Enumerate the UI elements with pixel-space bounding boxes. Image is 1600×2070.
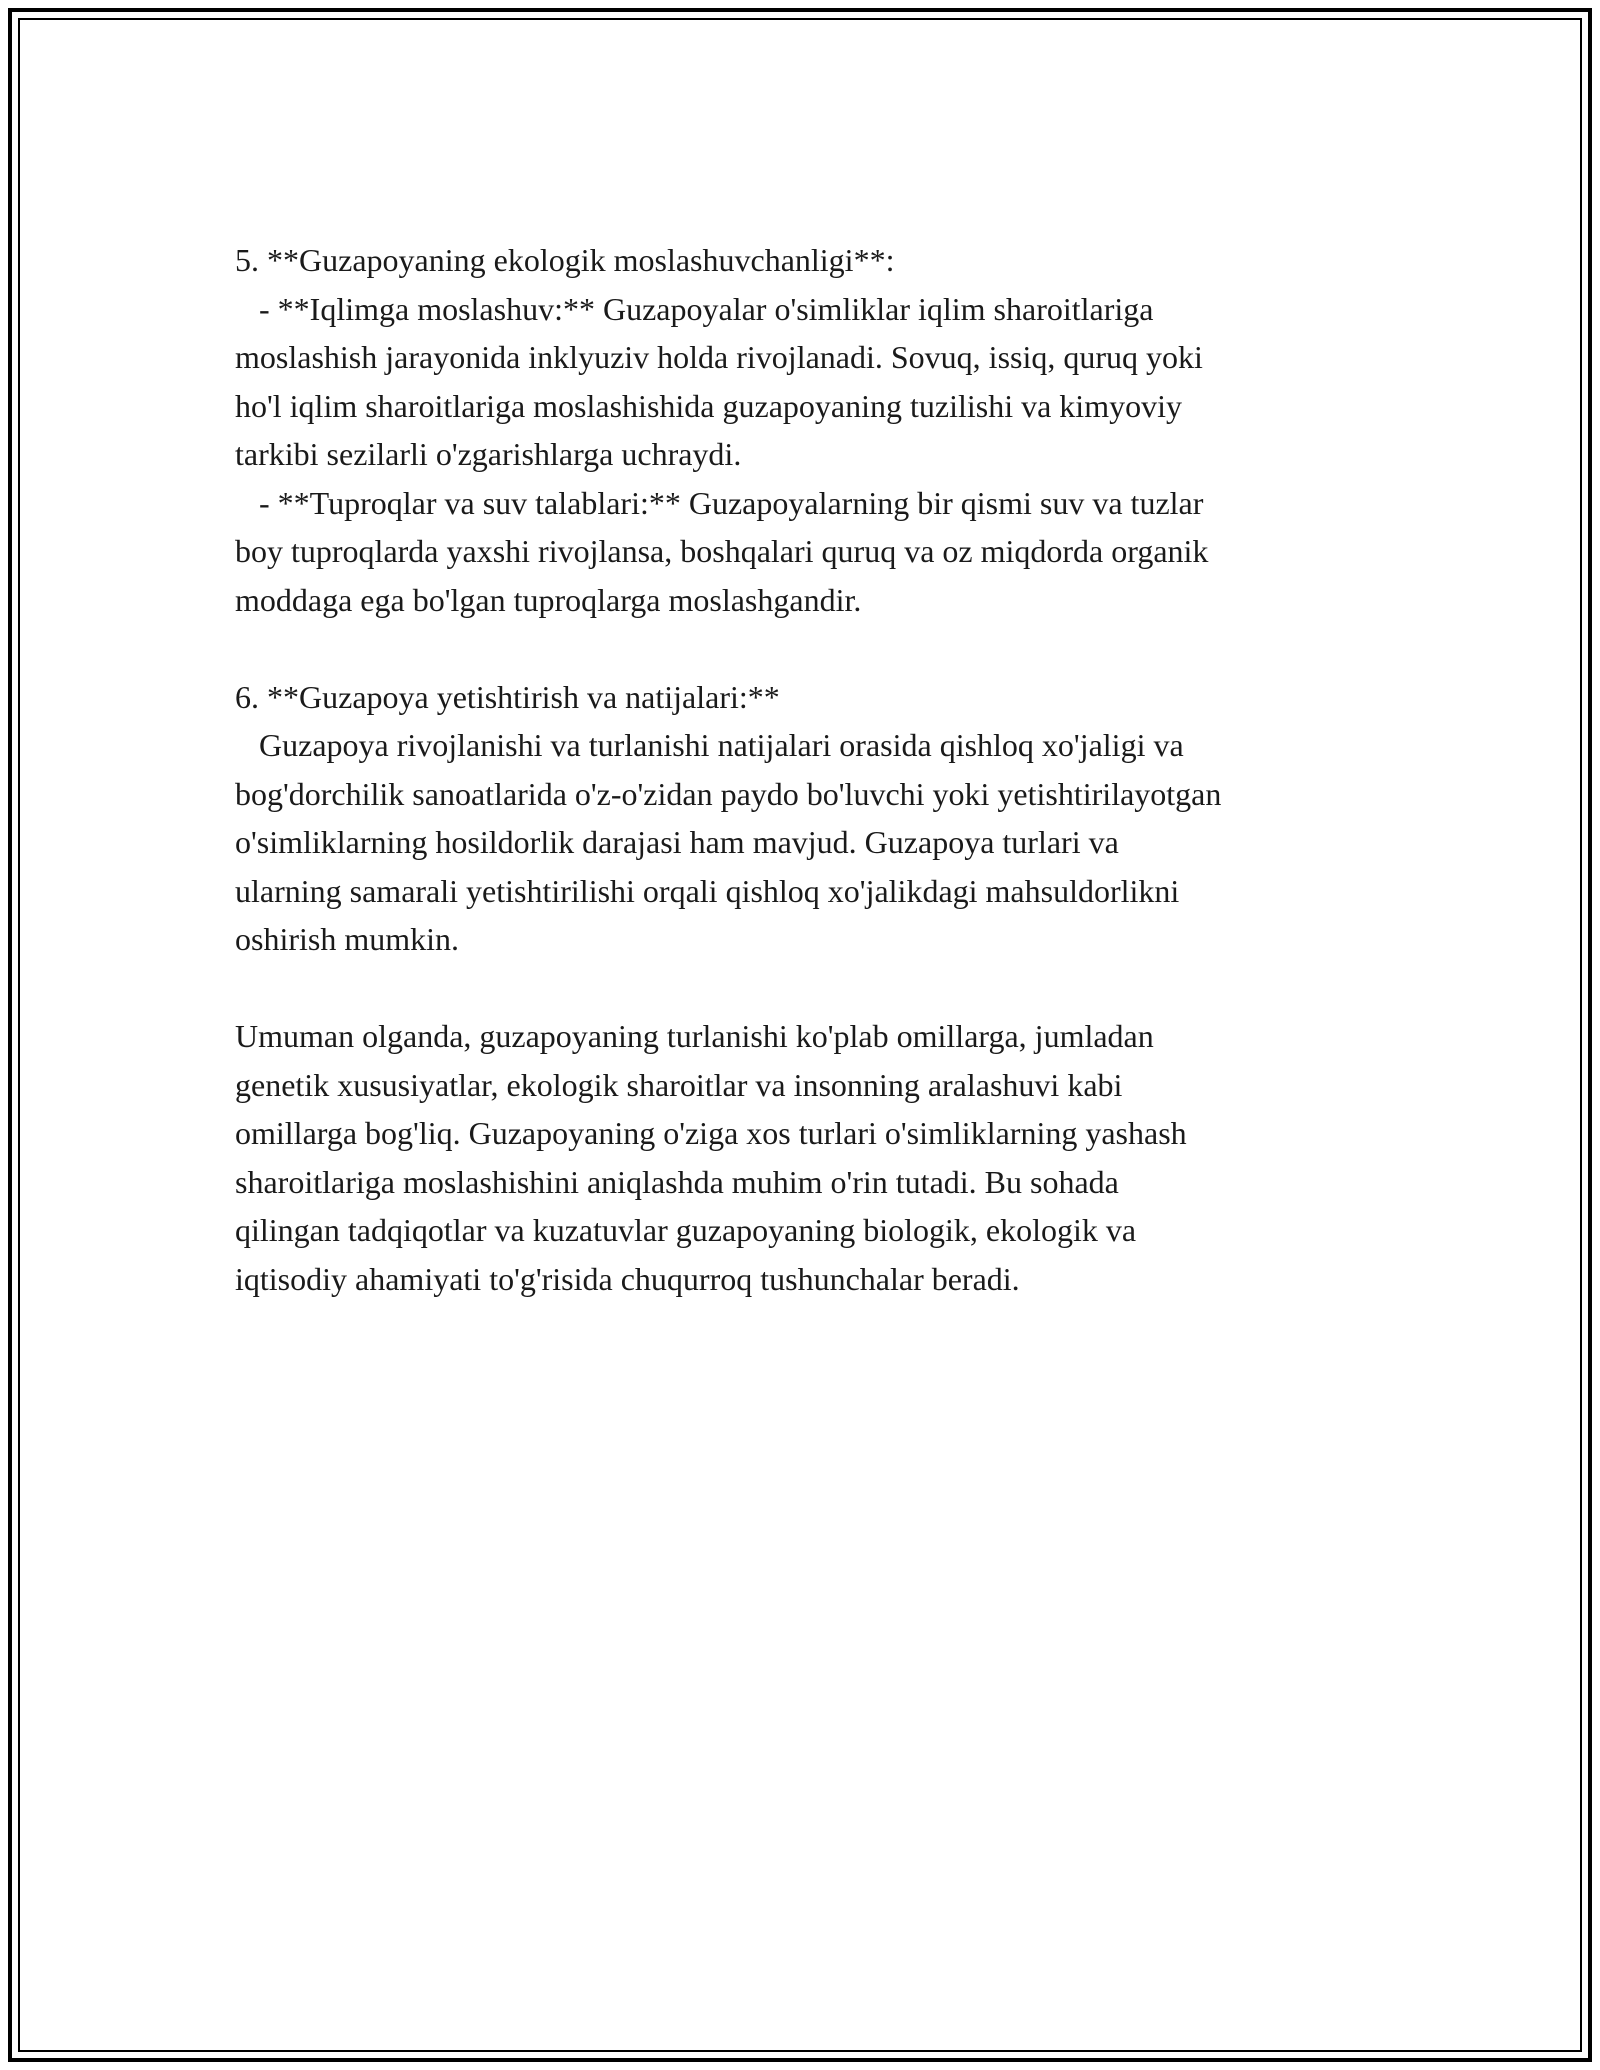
text-line: bog'dorchilik sanoatlarida o'z-o'zidan paydo bo'luvchi yoki yetishtirilayotgan bbox=[235, 775, 1222, 812]
text-line: ho'l iqlim sharoitlariga moslashishida guzapoyaning tuzilishi va kimyoviy bbox=[235, 387, 1182, 424]
blank-line bbox=[235, 964, 1385, 1013]
document-body bbox=[235, 236, 1385, 1303]
text-line: - **Tuproqlar va suv talablari:** Guzapoyalarning bir qismi suv va tuzlar bbox=[235, 484, 1204, 521]
text-line: Guzapoya rivojlanishi va turlanishi natijalari orasida qishloq xo'jaligi va bbox=[235, 727, 1184, 763]
text-line: boy tuproqlarda yaxshi rivojlansa, boshqalari quruq va oz miqdorda organik bbox=[235, 533, 1209, 569]
blank-line bbox=[235, 624, 1385, 673]
conclusion-line: omillarga bog'liq. Guzapoyaning o'ziga xos turlari o'simliklarning yashash bbox=[235, 1115, 1187, 1151]
text-line: moslashish jarayonida inklyuziv holda rivojlanadi. Sovuq, issiq, quruq yoki bbox=[235, 339, 1203, 375]
section-6-heading: 6. **Guzapoya yetishtirish va natijalari:** bbox=[235, 678, 780, 715]
text-line: moddaga ega bo'lgan tuproqlarga moslashgandir. bbox=[235, 581, 862, 618]
conclusion-line: qilingan tadqiqotlar va kuzatuvlar guzapoyaning biologik, ekologik va bbox=[235, 1212, 1137, 1248]
section-5-heading: 5. **Guzapoyaning ekologik moslashuvchanligi**: bbox=[235, 242, 895, 278]
text-line: - **Iqlimga moslashuv:** Guzapoyalar o'simliklar iqlim sharoitlariga bbox=[235, 290, 1154, 327]
conclusion-line: Umuman olganda, guzapoyaning turlanishi ko'plab omillarga, jumladan bbox=[235, 1018, 1154, 1054]
conclusion-line: genetik xususiyatlar, ekologik sharoitlar va insonning aralashuvi kabi bbox=[235, 1066, 1123, 1103]
conclusion-line: iqtisodiy ahamiyati to'g'risida chuqurroq tushunchalar beradi. bbox=[235, 1260, 1020, 1297]
text-line: oshirish mumkin. bbox=[235, 921, 460, 957]
text-line: ularning samarali yetishtirilishi orqali qishloq xo'jalikdagi mahsuldorlikni bbox=[235, 872, 1180, 909]
text-line: tarkibi sezilarli o'zgarishlarga uchraydi. bbox=[235, 436, 742, 472]
text-line: o'simliklarning hosildorlik darajasi ham mavjud. Guzapoya turlari va bbox=[235, 824, 1119, 860]
conclusion-line: sharoitlariga moslashishini aniqlashda muhim o'rin tutadi. Bu sohada bbox=[235, 1163, 1119, 1200]
